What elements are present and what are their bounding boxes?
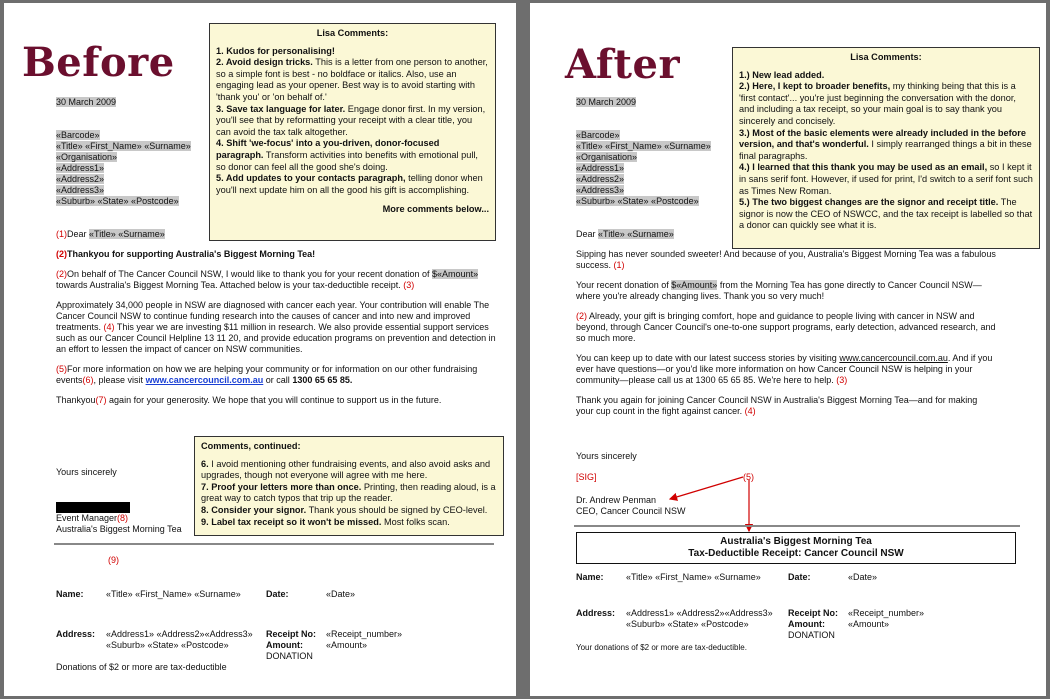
- before-marker-9: (9): [108, 555, 119, 565]
- before-address-block: «Barcode» «Title» «First_Name» «Surname» «Organisation» «Address1» «Address2» «Address3» «Suburb» «State» «Postcode»: [56, 130, 191, 206]
- after-heading: After: [565, 41, 681, 88]
- after-website-link[interactable]: www.cancercouncil.com.au: [839, 353, 948, 363]
- before-heading: Before: [22, 39, 175, 86]
- after-divider: [574, 525, 1020, 527]
- comments-continued-box: Comments, continued: 6. I avoid mentioning other fundraising events, and also avoid asks and upgrades, though not everyone will agree with me here. 7. Proof your letters more than once. Printing, then reading aloud, is a great way to catch typos that trip up the reader. 8. Consider your signor. Thank yous should be signed by CEO-level. 9. Label tax receipt so it won't be missed. Most folks scan.: [194, 436, 504, 536]
- before-letter-body: (1)Dear «Title» «Surname» (2)Thankyou for supporting Australia's Biggest Morning Tea! (2)On behalf of The Cancer Council NSW, I would like to thank you for your recent donation of $«Amount» towards Australia's Biggest Morning Tea. Attached below is your tax-deductible receipt. (3) Approximately 34,000 people in NSW are diagnosed with cancer each year. Your contribution will enable The Cancer Council NSW to continue funding research into the causes of cancer and into new and improved treatments. (4) This year we are investing $11 million in research. We also provide essential support services such as our Cancer Council Helpline 13 11 20, and provide education programs on prevention and detection in an effort to lessen the impact of cancer on NSW communities. (5)For more information on how we are helping your community or for information on our other fundraising events(6), please visit www.cancercouncil.com.au or call 1300 65 65 85. Thankyou(7) again for your generosity. We hope that you will continue to support us in the future.: [56, 229, 496, 405]
- before-website-link[interactable]: www.cancercouncil.com.au: [145, 375, 264, 385]
- signature-placeholder: [SIG]: [576, 472, 597, 482]
- before-page: Before 30 March 2009 «Barcode» «Title» «First_Name» «Surname» «Organisation» «Address1» «Address2» «Address3» «Suburb» «State» «Postcode» (1)Dear «Title» «Surname» (2)Thankyou for supporting Australia's Biggest Morning Tea! (2)On behalf of The Cancer Council NSW, I would like to thank you for your recent donation of $«Amount» towards Australia's Biggest Morning Tea. Attached below is your tax-deductible receipt. (3) Approximately 34,000 people in NSW are diagnosed with cancer each year. Your contribution will enable The Cancer Council NSW to continue funding research into the causes of cancer and into new and improved treatments. (4) This year we are investing $11 million in research. We also provide essential support services such as our Cancer Council Helpline 13 11 20, and provide education programs on prevention and detection in an effort to lessen the impact of cancer on NSW communities. (5)For more information on how we are helping your community or for information on our other fundraising events(6), please visit www.cancercouncil.com.au or call 1300 65 65 85. Thankyou(7) again for your generosity. We hope that you will continue to support us in the future. Yours sincerely Event Manager(8) Australia's Biggest Morning Tea (9) Name: «Title» «First_Name» «Surname» Date: «Date» Address: «Address1» «Address2»«Address3» «Suburb» «State» «Postcode» Receipt No: Amount: DONATION «Receipt_number» «Amount» Donations of $2 or more are tax-deductible Lisa Comments: 1. Kudos for personalising! 2. Avoid design tricks. This is a letter from one person to another, so a simple font is best - no boldface or italics. Also, use an engaging lead as your opener. Best way is to avoid starting with 'thank you' or 'on behalf of.' 3. Save tax language for later. Engage donor first. In my version, you'll see that by reformatting your receipt with a clear title, you can avoid the tax talk altogether. 4. Shift 'we-focus' into a you-driven, donor-focused paragraph. Transform activities into benefits with emotional pull, so donor can feel all the good she's doing. 5. Add updates to your contacts paragraph, telling donor when you'll next update him on all the good his gift is accomplishing. More comments below... Comments, continued: 6. I avoid mentioning other fundraising events, and also avoid asks and upgrades, though not everyone will agree with me here. 7. Proof your letters more than once. Printing, then reading aloud, is a great way to catch typos that trip up the reader. 8. Consider your signor. Thank yous should be signed by CEO-level. 9. Label tax receipt so it won't be missed. Most folks scan.: [4, 3, 516, 696]
- arrow-to-signer: [670, 477, 743, 499]
- lisa-comments-box-before: Lisa Comments: 1. Kudos for personalising! 2. Avoid design tricks. This is a letter from one person to another, so a simple font is best - no boldface or italics. Also, use an engaging lead as your opener. Best way is to avoid starting with 'thank you' or 'on behalf of.' 3. Save tax language for later. Engage donor first. In my version, you'll see that by reformatting your receipt with a clear title, you can avoid the tax talk altogether. 4. Shift 'we-focus' into a you-driven, donor-focused paragraph. Transform activities into benefits with emotional pull, so donor can feel all the good she's doing. 5. Add updates to your contacts paragraph, telling donor when you'll next update him on all the good his gift is accomplishing. More comments below...: [209, 23, 496, 241]
- before-date: 30 March 2009: [56, 97, 117, 107]
- after-signature-block: Dr. Andrew Penman CEO, Cancer Council NSW: [576, 495, 686, 516]
- more-comments-note: More comments below...: [382, 204, 489, 215]
- after-page: After 30 March 2009 «Barcode» «Title» «First_Name» «Surname» «Organisation» «Address1» «Address2» «Address3» «Suburb» «State» «Postcode» Dear «Title» «Surname» Sipping has never sounded sweeter! And because of you, Australia's Biggest Morning Tea was a fabulous success. (1) Your recent donation of $«Amount» from the Morning Tea has gone directly to Cancer Council NSW—where you're already changing lives. Thank you so very much! (2) Already, your gift is bringing comfort, hope and guidance to people living with cancer in NSW and beyond, through Cancer Council's one-to-one support programs, early detection, advanced research, and so much more. You can keep up to date with our latest success stories by visiting www.cancercouncil.com.au. And if you ever have questions—or you'd like more information on how Cancer Council NSW is helping in your community—please call us at 1300 65 65 85. We're here to help. (3) Thank you again for joining Cancer Council NSW in Australia's Biggest Morning Tea—and for making your cup count in the fight against cancer. (4) Yours sincerely [SIG] (5) Dr. Andrew Penman CEO, Cancer Council NSW Australia's Biggest Morning Tea Tax-Deductible Receipt: Cancer Council NSW Name: «Title» «First_Name» «Surname» Date: «Date» Address: «Address1» «Address2»«Address3» «Suburb» «State» «Postcode» Receipt No: Amount: DONATION «Receipt_number» «Amount» Your donations of $2 or more are tax-deductible. Lisa Comments: 1.) New lead added. 2.) Here, I kept to broader benefits, my thinking being that this is a 'first contact'... you're just beginning the conversation with the donor, and including a tax receipt, so your main goal is to say thank you sincerely and concisely. 3.) Most of the basic elements were already included in the before version, and that's wonderful. I simply rearranged things a bit in these final paragraphs. 4.) I learned that this thank you may be used as an email, so I kept it in sans serif font. However, if used for print, I'd switch to a serif font such as Times New Roman. 5.) The two biggest changes are the signor and receipt title. The signor is now the CEO of NSWCC, and the tax receipt is labelled so that a donor can quickly see what it is.: [530, 3, 1046, 696]
- after-marker-5: (5): [743, 472, 754, 482]
- after-address-block: «Barcode» «Title» «First_Name» «Surname» «Organisation» «Address1» «Address2» «Address3» «Suburb» «State» «Postcode»: [576, 130, 711, 206]
- redacted-signature: [56, 502, 130, 513]
- before-signature-block: Event Manager(8) Australia's Biggest Morning Tea: [56, 513, 182, 534]
- before-divider: [54, 543, 494, 545]
- after-closing: Yours sincerely: [576, 451, 637, 461]
- after-date: 30 March 2009: [576, 97, 637, 107]
- before-closing: Yours sincerely: [56, 467, 117, 477]
- lisa-comments-box-after: Lisa Comments: 1.) New lead added. 2.) Here, I kept to broader benefits, my thinking being that this is a 'first contact'... you're just beginning the conversation with the donor, and including a tax receipt, so your main goal is to say thank you sincerely and concisely. 3.) Most of the basic elements were already included in the before version, and that's wonderful. I simply rearranged things a bit in these final paragraphs. 4.) I learned that this thank you may be used as an email, so I kept it in sans serif font. However, if used for print, I'd switch to a serif font such as Times New Roman. 5.) The two biggest changes are the signor and receipt title. The signor is now the CEO of NSWCC, and the tax receipt is labelled so that a donor can quickly see what it is.: [732, 47, 1040, 249]
- after-letter-body: Dear «Title» «Surname» Sipping has never sounded sweeter! And because of you, Australia's Biggest Morning Tea was a fabulous success. (1) Your recent donation of $«Amount» from the Morning Tea has gone directly to Cancer Council NSW—where you're already changing lives. Thank you so very much! (2) Already, your gift is bringing comfort, hope and guidance to people living with cancer in NSW and beyond, through Cancer Council's one-to-one support programs, early detection, advanced research, and so much more. You can keep up to date with our latest success stories by visiting www.cancercouncil.com.au. And if you ever have questions—or you'd like more information on how Cancer Council NSW is helping in your community—please call us at 1300 65 65 85. We're here to help. (3) Thank you again for joining Cancer Council NSW in Australia's Biggest Morning Tea—and for making your cup count in the fight against cancer. (4): [576, 229, 996, 416]
- receipt-title-box: Australia's Biggest Morning Tea Tax-Deductible Receipt: Cancer Council NSW: [576, 532, 1016, 564]
